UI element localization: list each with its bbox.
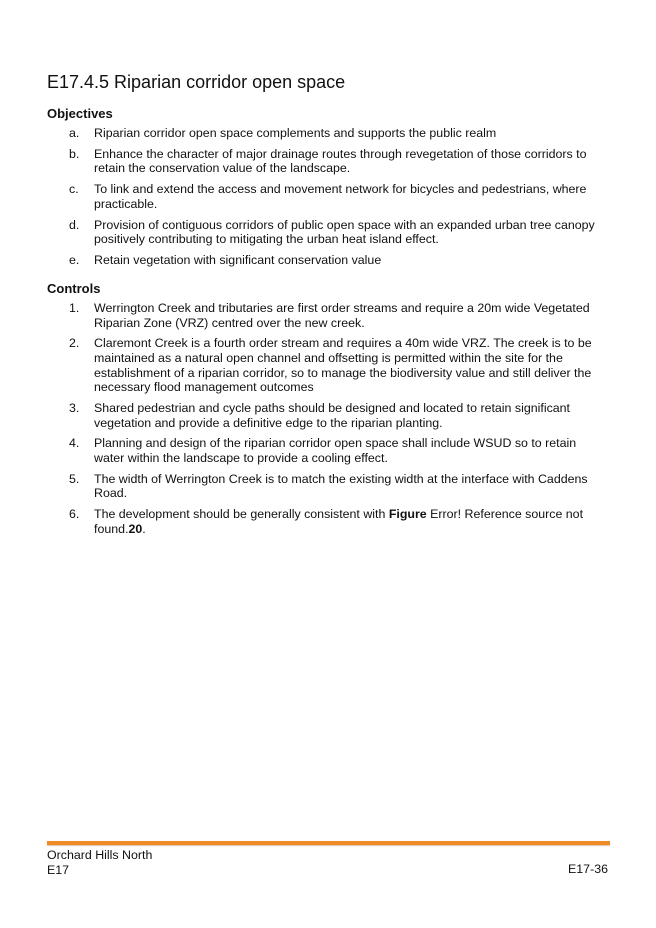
control-text: Werrington Creek and tributaries are first order streams and require a 20m wide Vegetated Riparian Zone (VRZ) centred over the new creek. bbox=[94, 301, 590, 330]
control-item bbox=[47, 472, 607, 501]
list-marker: c. bbox=[69, 182, 79, 197]
control-text: Claremont Creek is a fourth order stream and requires a 40m wide VRZ. The creek is to be maintained as a natural open channel and offsetting is permitted within the site for the establishment of a riparian corridor, so to manage the biodiversity value and still deliver the necessary flood management outcomes bbox=[94, 336, 592, 395]
control-text: Shared pedestrian and cycle paths should be designed and located to retain significant vegetation and provide a definitive edge to the riparian planting. bbox=[94, 400, 570, 430]
list-marker: b. bbox=[69, 146, 80, 161]
list-marker: 5. bbox=[69, 471, 80, 486]
reference-error-text: Error! Reference source not found. bbox=[94, 507, 584, 536]
list-marker: 3. bbox=[69, 400, 80, 415]
control-text bbox=[94, 507, 607, 536]
figure-number: 20 bbox=[128, 521, 143, 536]
figure-label: Figure bbox=[388, 507, 427, 522]
list-marker: 1. bbox=[69, 301, 80, 315]
objectives-heading: Objectives bbox=[47, 106, 113, 121]
controls-list bbox=[47, 301, 607, 542]
objective-item bbox=[47, 147, 607, 176]
objective-text: Provision of contiguous corridors of public open space with an expanded urban tree canopy positively contributing to mitigating the urban heat island effect. bbox=[94, 217, 595, 247]
objective-item bbox=[47, 182, 607, 211]
footer-section: E17 bbox=[47, 862, 70, 877]
control-text-end: . bbox=[142, 521, 146, 536]
control-item bbox=[47, 436, 607, 465]
list-marker: 2. bbox=[69, 336, 80, 351]
list-marker: e. bbox=[69, 252, 80, 267]
objective-item bbox=[47, 253, 607, 268]
objective-text: Retain vegetation with significant conservation value bbox=[94, 252, 382, 267]
control-text-part: The development should be generally consistent with bbox=[94, 507, 389, 522]
control-item bbox=[47, 507, 607, 536]
footer-left bbox=[47, 848, 152, 877]
section-heading: E17.4.5 Riparian corridor open space bbox=[47, 72, 346, 92]
footer-document-title: Orchard Hills North bbox=[47, 848, 153, 862]
list-marker: 4. bbox=[69, 436, 80, 451]
objective-item bbox=[47, 218, 607, 247]
objective-item bbox=[47, 126, 607, 141]
control-item bbox=[47, 336, 607, 394]
list-marker: 6. bbox=[69, 507, 80, 522]
list-marker: d. bbox=[69, 217, 80, 232]
list-marker: a. bbox=[69, 126, 80, 140]
controls-heading: Controls bbox=[47, 281, 101, 296]
objective-text: Riparian corridor open space complements and supports the public realm bbox=[94, 126, 497, 140]
control-text: Planning and design of the riparian corridor open space shall include WSUD so to retain water within the landscape to provide a cooling effect. bbox=[94, 436, 577, 465]
control-item bbox=[47, 401, 607, 430]
objective-text: Enhance the character of major drainage routes through revegetation of those corridors to retain the conservation value of the landscape. bbox=[94, 146, 587, 176]
control-text: The width of Werrington Creek is to match the existing width at the interface with Caddens Road. bbox=[94, 471, 588, 501]
objectives-list bbox=[47, 126, 607, 274]
objective-text: To link and extend the access and movement network for bicycles and pedestrians, where practicable. bbox=[94, 182, 587, 211]
footer-divider bbox=[47, 841, 610, 845]
control-item bbox=[47, 301, 607, 330]
page-number: E17-36 bbox=[568, 862, 608, 876]
